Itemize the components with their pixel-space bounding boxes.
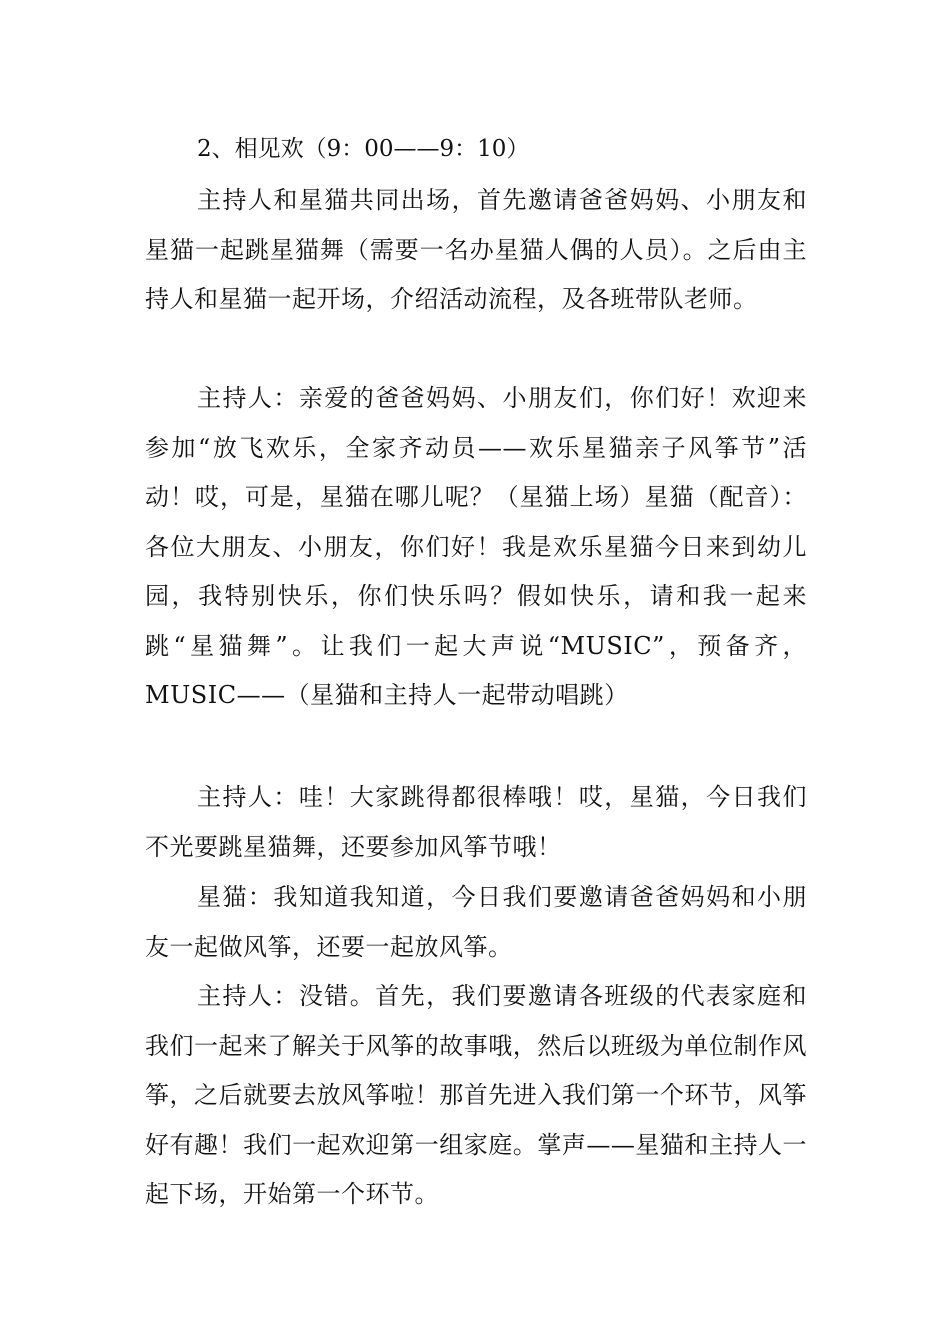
paragraph-host-greeting: 主持人：亲爱的爸爸妈妈、小朋友们，你们好！欢迎来参加“放飞欢乐，全家齐动员——欢乐星猫亲子风筝节”活动！哎，可是，星猫在哪儿呢？（星猫上场）星猫（配音）：各位大朋友、小朋友，你们好！我是欢乐星猫今日来到幼儿园，我特别快乐，你们快乐吗？假如快乐，请和我一起来跳“星猫舞”。让我们一起大声说“MUSIC”，预备齐，MUSIC——（星猫和主持人一起带动唱跳） — [145, 384, 807, 709]
paragraph-host-praise: 主持人：哇！大家跳得都很棒哦！哎，星猫，今日我们不光要跳星猫舞，还要参加风筝节哦！ — [145, 783, 807, 861]
paragraph-star-cat-reply: 星猫：我知道我知道，今日我们要邀请爸爸妈妈和小朋友一起做风筝，还要一起放风筝。 — [145, 883, 807, 961]
section-heading: 2、相见欢（9：00——9：10） — [197, 136, 530, 162]
paragraph-host-intro-first-segment: 主持人：没错。首先，我们要邀请各班级的代表家庭和我们一起来了解关于风筝的故事哦，然后以班级为单位制作风筝，之后就要去放风筝啦！那首先进入我们第一个环节，风筝好有趣！我们一起欢迎第一组家庭。掌声——星猫和主持人一起下场，开始第一个环节。 — [145, 982, 807, 1208]
paragraph-opening: 主持人和星猫共同出场，首先邀请爸爸妈妈、小朋友和星猫一起跳星猫舞（需要一名办星猫人偶的人员）。之后由主持人和星猫一起开场，介绍活动流程，及各班带队老师。 — [145, 186, 807, 313]
